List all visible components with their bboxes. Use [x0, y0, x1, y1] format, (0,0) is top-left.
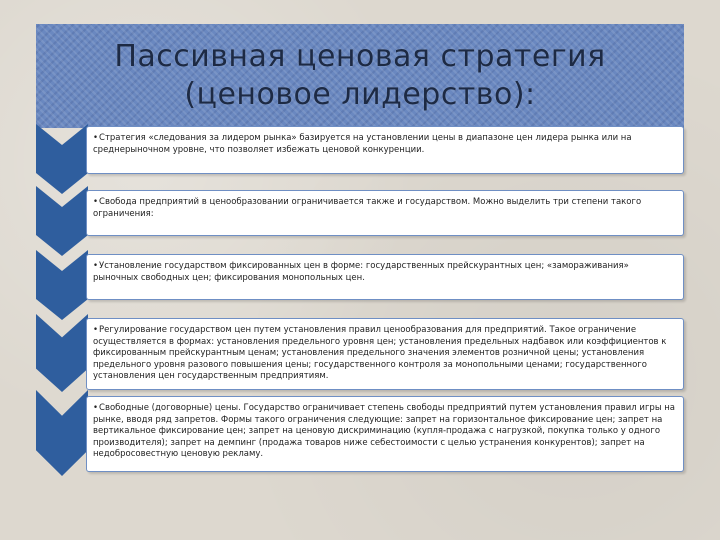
- list-item-text: [93, 261, 675, 284]
- chevron-marker: [36, 186, 88, 256]
- list-item: [86, 396, 684, 472]
- bullet-icon: •: [93, 133, 99, 143]
- chevron-marker: [36, 390, 88, 476]
- list-item-label: Свобода предприятий в ценообразовании ограничивается также и государством. Можно выделить три степени такого ограничения:: [93, 197, 642, 219]
- title-banner: [36, 24, 684, 128]
- list-item-label: Регулирование государством цен путем установления правил ценообразования для предприятий. Такое ограничение осуществляется в формах: установления предельного уровня цен; установления предельных надбавок или коэффициентов к фиксированным прейскурантным ценам; установления предельного значения элементов розничной цены; установления предельного уровня разового повышения цены; государственного контроля за монопольными ценами; государственного установления цен государственным предприятиям.: [93, 325, 667, 381]
- chevron-marker: [36, 314, 88, 392]
- page-title: Пассивная ценовая стратегия (ценовое лидерство):: [114, 39, 606, 112]
- list-item-label: Стратегия «следования за лидером рынка» базируется на установлении цены в диапазоне цен лидера рынка или на среднерыночном уровне, что позволяет избежать ценовой конкуренции.: [93, 133, 632, 155]
- list-item: [86, 254, 684, 300]
- list-item-label: Установление государством фиксированных цен в форме: государственных прейскурантных цен; «замораживания» рыночных свободных цен; фиксирования монопольных цен.: [93, 261, 629, 283]
- list-item: [86, 318, 684, 390]
- list-item-label: Свободные (договорные) цены. Государство ограничивает степень свободы предприятий путем установления правил игры на рынке, вводя ряд запретов. Формы такого ограничения следующие: запрет на горизонтальное фиксирование цен; запрет на вертикальное фиксирование цен; запрет на ценовую дискриминацию (купля-продажа с нагрузкой, покупка только у одного производителя); запрет на демпинг (продажа товаров ниже себестоимости с целью устранения конкурентов); запрет на недобросовестную ценовую рекламу.: [93, 403, 675, 459]
- list-item-text: [93, 403, 675, 461]
- bullet-icon: •: [93, 197, 99, 207]
- bullet-icon: •: [93, 403, 99, 413]
- chevron-marker: [36, 250, 88, 320]
- list-item-text: [93, 133, 675, 156]
- list-item: [86, 190, 684, 236]
- bullet-icon: •: [93, 261, 99, 271]
- bullet-icon: •: [93, 325, 99, 335]
- list-item-text: [93, 197, 675, 220]
- list-item-text: [93, 325, 675, 383]
- list-item: [86, 126, 684, 174]
- chevron-marker: [36, 124, 88, 194]
